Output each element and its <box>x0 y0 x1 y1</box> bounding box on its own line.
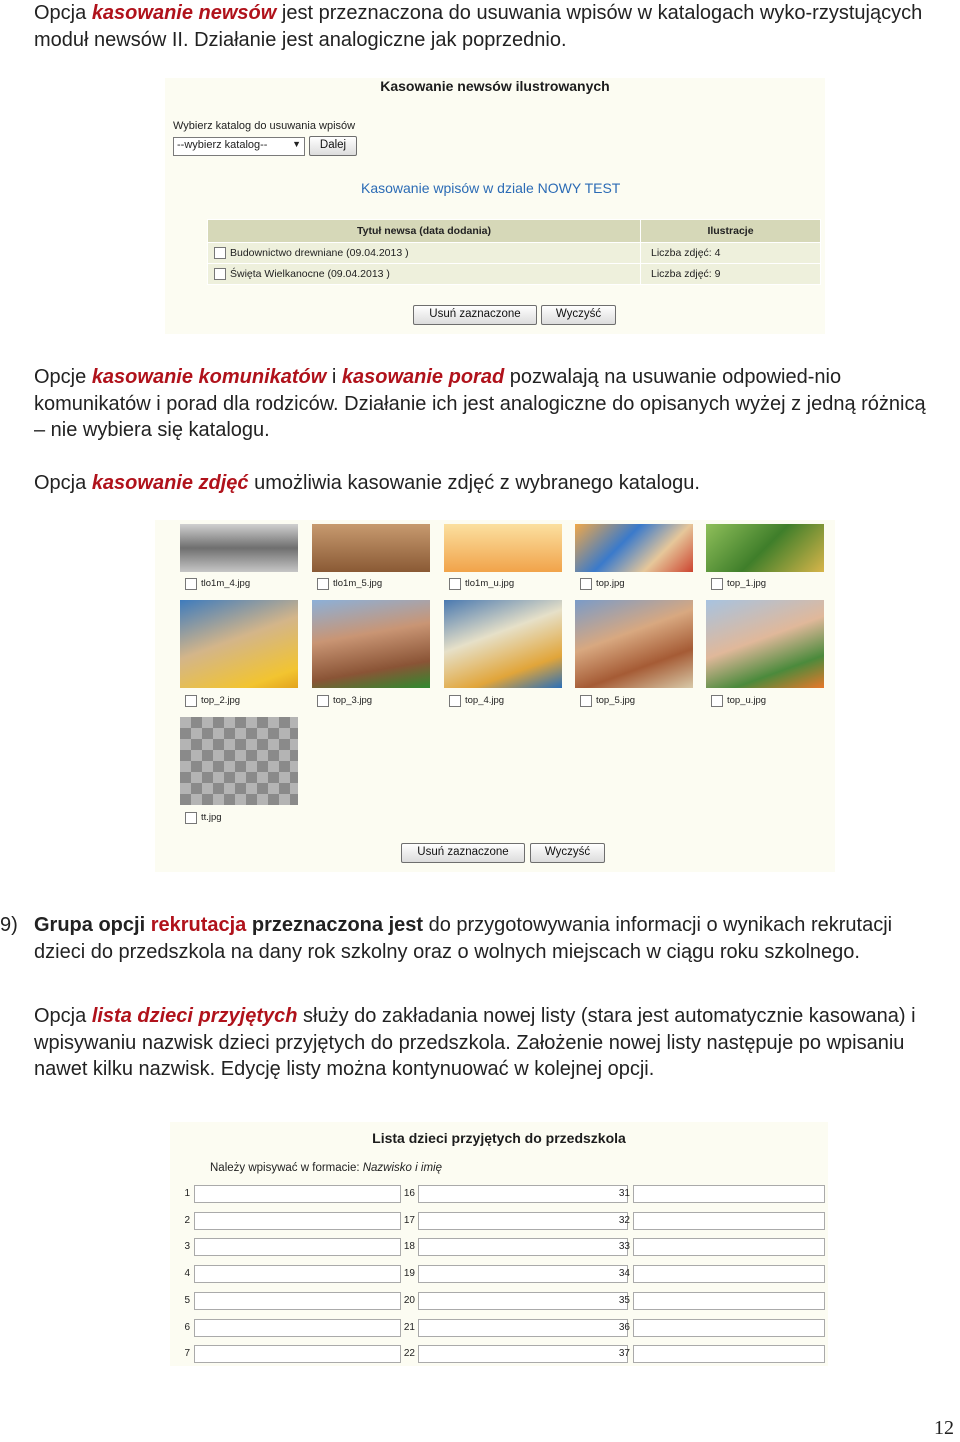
row-number: 5 <box>184 1294 190 1306</box>
row-number: 37 <box>618 1348 630 1360</box>
thumbnail <box>575 600 693 688</box>
file-label: tt.jpg <box>185 812 222 823</box>
name-input[interactable] <box>194 1185 401 1203</box>
thumbnail <box>706 600 824 688</box>
row-number: 33 <box>618 1241 630 1253</box>
file-label: top_3.jpg <box>317 695 372 706</box>
thumbnail <box>312 600 430 688</box>
admitted-list-paragraph: Opcja lista dzieci przyjętych służy do zakładania nowej listy (stara jest automatycznie kasowana) i wpisywaniu nazwisk dzieci przyjętych do przedszkola. Założenie nowej listy następuje po wpisaniu nawet kilku nazwisk. Edycję listy można kontynuować w kolejnej opcji. <box>34 1005 916 1080</box>
checkbox[interactable] <box>185 695 197 707</box>
row-number: 20 <box>403 1294 415 1306</box>
name-input[interactable] <box>633 1345 825 1363</box>
page-number: 12 <box>934 1417 954 1439</box>
delete-selected-button[interactable]: Usuń zaznaczone <box>413 305 537 325</box>
name-input[interactable] <box>633 1265 825 1283</box>
row-number: 32 <box>618 1214 630 1226</box>
name-input[interactable] <box>418 1319 628 1337</box>
clear-button[interactable]: Wyczyść <box>530 843 605 863</box>
file-label: tlo1m_5.jpg <box>317 578 382 589</box>
chevron-down-icon: ▼ <box>292 139 301 149</box>
row-number: 4 <box>184 1268 190 1280</box>
illustration-count: Liczba zdjęć: 4 <box>641 243 821 264</box>
checkbox[interactable] <box>214 247 226 259</box>
name-input[interactable] <box>194 1238 401 1256</box>
checkbox[interactable] <box>185 578 197 590</box>
checkbox[interactable] <box>317 578 329 590</box>
file-label: top.jpg <box>580 578 625 589</box>
table-row <box>208 243 821 264</box>
clear-button[interactable]: Wyczyść <box>541 305 616 325</box>
row-number: 3 <box>184 1241 190 1253</box>
thumbnail <box>180 600 298 688</box>
row-number: 35 <box>618 1294 630 1306</box>
thumbnail <box>180 524 298 572</box>
row-number: 36 <box>618 1321 630 1333</box>
section-subtitle: Kasowanie wpisów w dziale NOWY TEST <box>361 180 621 196</box>
name-input[interactable] <box>418 1292 628 1310</box>
name-input[interactable] <box>633 1212 825 1230</box>
file-label: top_5.jpg <box>580 695 635 706</box>
checkbox[interactable] <box>317 695 329 707</box>
checkbox[interactable] <box>580 695 592 707</box>
file-label: top_2.jpg <box>185 695 240 706</box>
thumbnail <box>444 524 562 572</box>
name-input[interactable] <box>633 1238 825 1256</box>
name-input[interactable] <box>633 1185 825 1203</box>
file-label: top_1.jpg <box>711 578 766 589</box>
panel-title: Lista dzieci przyjętych do przedszkola <box>372 1130 626 1146</box>
col-title-header: Tytuł newsa (data dodania) <box>208 220 641 243</box>
name-input[interactable] <box>194 1319 401 1337</box>
name-input[interactable] <box>633 1319 825 1337</box>
checkbox[interactable] <box>711 695 723 707</box>
news-title-cell: Święta Wielkanocne (09.04.2013 ) <box>208 264 641 285</box>
name-input[interactable] <box>194 1212 401 1230</box>
news-deletion-panel <box>165 78 825 334</box>
row-number: 34 <box>618 1268 630 1280</box>
format-hint: Należy wpisywać w formacie: Nazwisko i imię <box>210 1162 442 1174</box>
recruitment-paragraph: Grupa opcji rekrutacja przeznaczona jest do przygotowywania informacji o wynikach rekrutacji dzieci do przedszkola na dany rok szkolny oraz o wolnych miejscach w ciągu roku szkolnego. <box>34 914 893 963</box>
thumbnail <box>312 524 430 572</box>
next-button[interactable]: Dalej <box>309 136 357 156</box>
name-input[interactable] <box>418 1212 628 1230</box>
name-input[interactable] <box>633 1292 825 1310</box>
admitted-list-panel <box>170 1122 828 1366</box>
table-row <box>208 264 821 285</box>
row-number: 7 <box>184 1348 190 1360</box>
thumbnail <box>444 600 562 688</box>
row-number: 21 <box>403 1321 415 1333</box>
catalog-select-label: Wybierz katalog do usuwania wpisów <box>173 120 356 132</box>
thumbnail <box>706 524 824 572</box>
name-input[interactable] <box>418 1185 628 1203</box>
photos-paragraph: Opcja kasowanie zdjęć umożliwia kasowanie zdjęć z wybranego katalogu. <box>34 472 700 494</box>
checkbox[interactable] <box>214 268 226 280</box>
row-number: 16 <box>403 1188 415 1199</box>
checkbox[interactable] <box>185 812 197 824</box>
checkbox[interactable] <box>580 578 592 590</box>
news-title-cell: Budownictwo drewniane (09.04.2013 ) <box>208 243 641 264</box>
messages-paragraph: Opcje kasowanie komunikatów i kasowanie porad pozwalają na usuwanie odpowied-nio komunikatów i porad dla rodziców. Działanie ich jest analogiczne do opisanych wyżej z jedną różnicą – nie wybiera się katalogu. <box>34 366 926 441</box>
row-number: 19 <box>403 1268 415 1280</box>
row-number: 1 <box>184 1188 190 1199</box>
photo-deletion-panel <box>155 520 835 872</box>
section-number: 9) <box>0 914 18 936</box>
checkbox[interactable] <box>449 695 461 707</box>
catalog-select[interactable]: --wybierz katalog-- ▼ <box>173 137 305 156</box>
checkbox[interactable] <box>449 578 461 590</box>
name-input[interactable] <box>194 1265 401 1283</box>
intro-paragraph: Opcja kasowanie newsów jest przeznaczona do usuwania wpisów w katalogach wyko-rzystujących moduł newsów II. Działanie jest analogiczne jak poprzednio. <box>34 2 923 51</box>
news-table <box>207 219 821 285</box>
row-number: 22 <box>403 1348 415 1360</box>
file-label: tlo1m_u.jpg <box>449 578 514 589</box>
file-label: top_u.jpg <box>711 695 766 706</box>
row-number: 31 <box>618 1188 630 1199</box>
name-input[interactable] <box>194 1345 401 1363</box>
name-input[interactable] <box>418 1238 628 1256</box>
name-input[interactable] <box>418 1265 628 1283</box>
delete-selected-button[interactable]: Usuń zaznaczone <box>401 843 525 863</box>
illustration-count: Liczba zdjęć: 9 <box>641 264 821 285</box>
row-number: 18 <box>403 1241 415 1253</box>
file-label: tlo1m_4.jpg <box>185 578 250 589</box>
file-label: top_4.jpg <box>449 695 504 706</box>
row-number: 6 <box>184 1321 190 1333</box>
checkbox[interactable] <box>711 578 723 590</box>
row-number: 17 <box>403 1214 415 1226</box>
name-input[interactable] <box>194 1292 401 1310</box>
row-number: 2 <box>184 1214 190 1226</box>
panel-title: Kasowanie newsów ilustrowanych <box>380 78 610 94</box>
thumbnail <box>180 717 298 805</box>
thumbnail <box>575 524 693 572</box>
col-illustrations-header: Ilustracje <box>641 220 821 243</box>
name-input[interactable] <box>418 1345 628 1363</box>
